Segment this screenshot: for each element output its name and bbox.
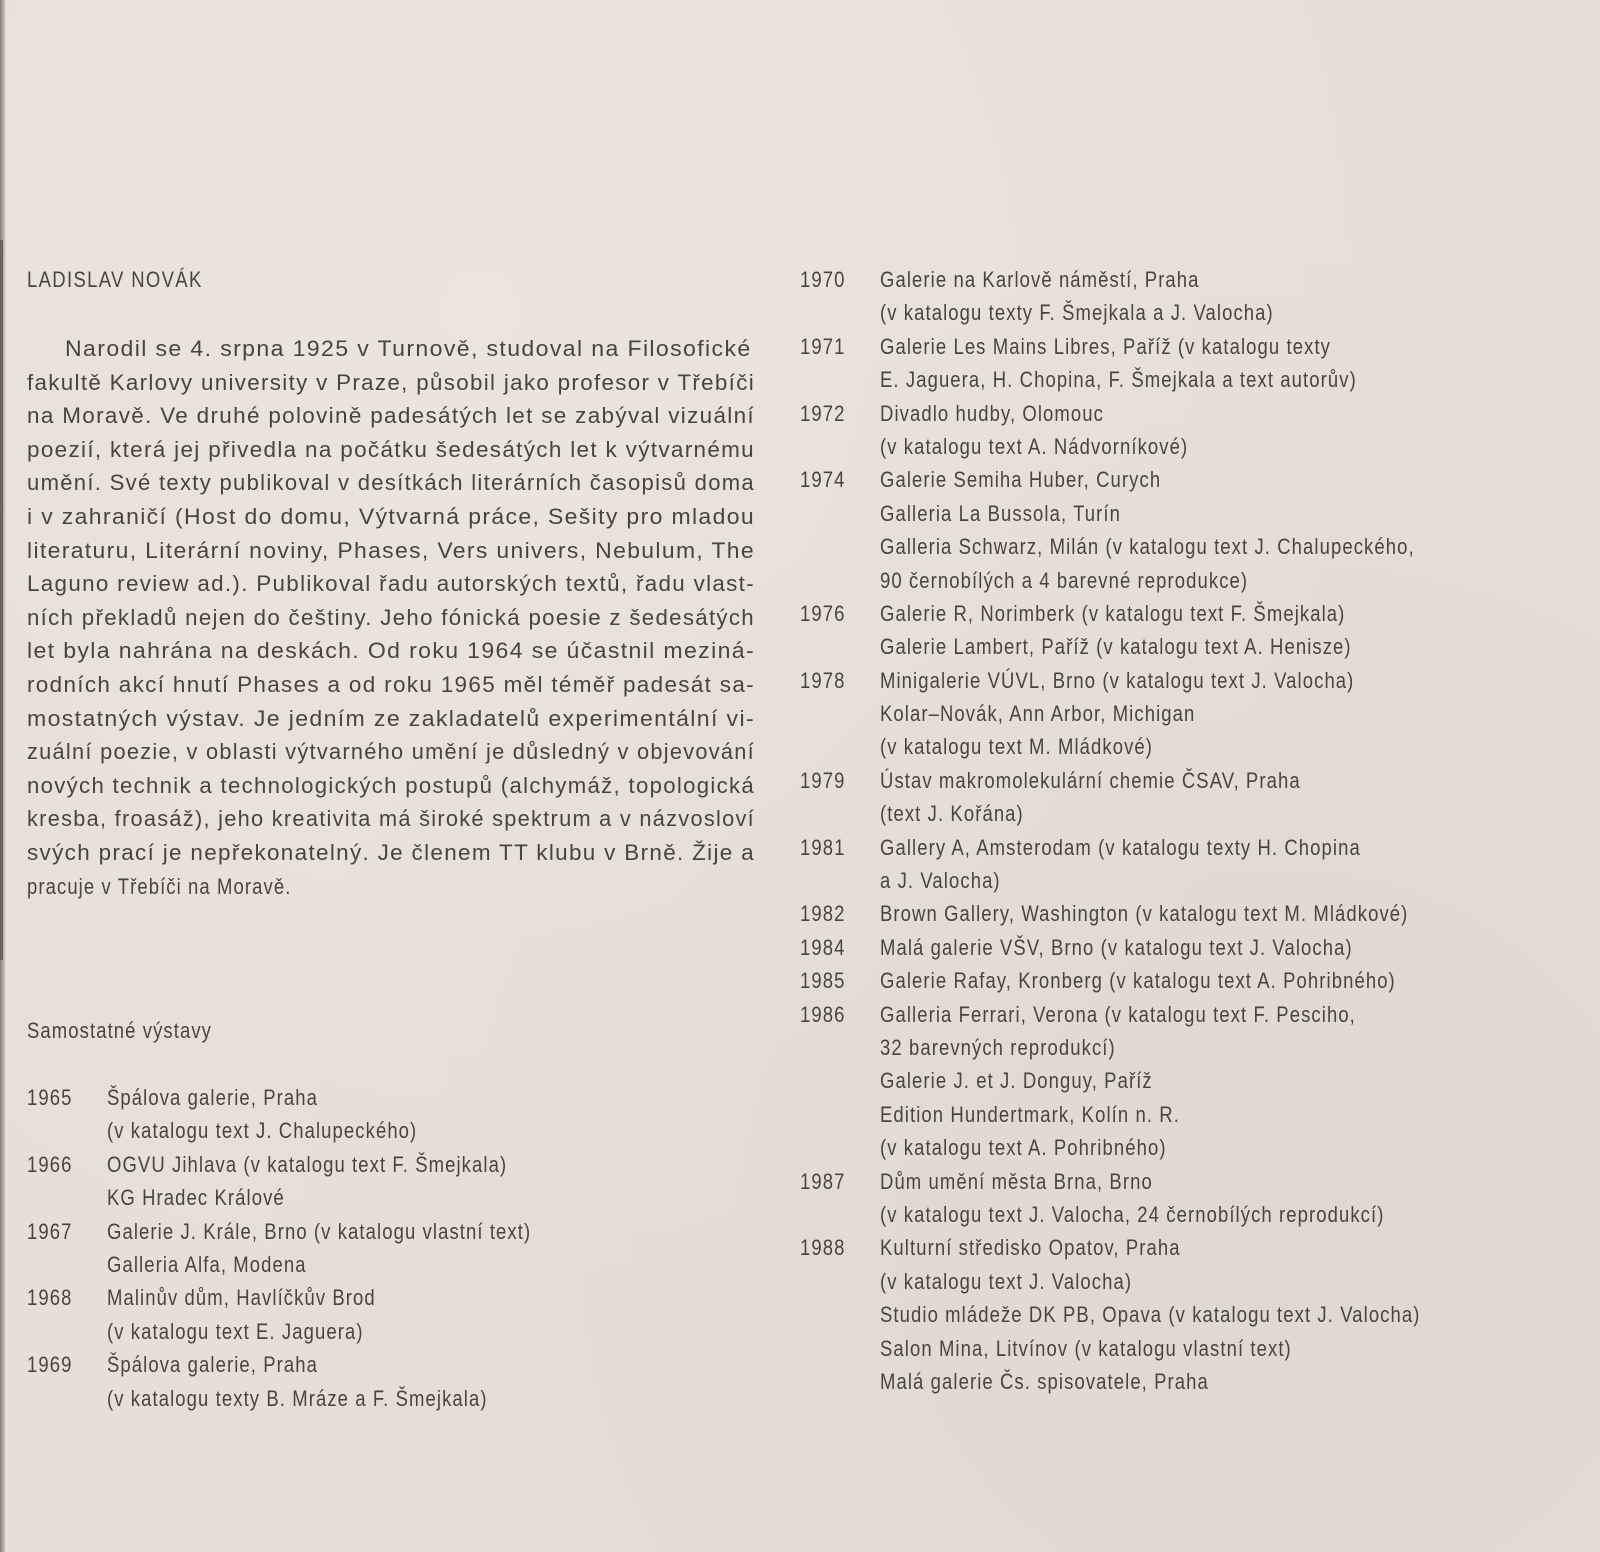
- bio-line: mostatných výstav. Je jedním ze zakladatelů experimentální vi-: [27, 705, 755, 731]
- exhibition-venue: (v katalogu texty F. Šmejkala a J. Valocha): [880, 300, 1274, 326]
- bio-line: poezií, která jej přivedla na počátku šedesátých let k výtvarnému: [27, 436, 755, 462]
- exhibition-year: 1966: [27, 1151, 73, 1177]
- exhibition-year: 1986: [800, 1001, 846, 1027]
- exhibition-venue: 90 černobílých a 4 barevné reprodukce): [880, 567, 1249, 593]
- exhibition-year: 1988: [800, 1235, 846, 1261]
- exhibition-year: 1981: [800, 834, 846, 860]
- exhibition-venue: Kulturní středisko Opatov, Praha: [880, 1235, 1181, 1261]
- exhibition-venue: Gallery A, Amsterodam (v katalogu texty H. Chopina: [880, 834, 1361, 860]
- exhibition-venue: Galerie J. Krále, Brno (v katalogu vlastní text): [107, 1218, 532, 1244]
- exhibition-year: 1987: [800, 1168, 846, 1194]
- exhibition-venue: (v katalogu texty B. Mráze a F. Šmejkala): [107, 1385, 488, 1411]
- page-binding-shadow: [0, 240, 3, 960]
- exhibition-venue: Dům umění města Brna, Brno: [880, 1168, 1153, 1194]
- exhibition-venue: (v katalogu text A. Nádvorníkové): [880, 433, 1189, 459]
- exhibition-venue: Edition Hundertmark, Kolín n. R.: [880, 1101, 1180, 1127]
- exhibition-venue: Malinův dům, Havlíčkův Brod: [107, 1285, 376, 1311]
- exhibition-year: 1972: [800, 400, 846, 426]
- exhibitions-section-title: Samostatné výstavy: [27, 1018, 213, 1043]
- exhibition-venue: OGVU Jihlava (v katalogu text F. Šmejkala): [107, 1151, 508, 1177]
- exhibition-venue: a J. Valocha): [880, 868, 1001, 894]
- exhibition-venue: (v katalogu text M. Mládkové): [880, 734, 1154, 760]
- bio-line: zuální poezie, v oblasti výtvarného umění je důsledný v objevování: [27, 739, 755, 765]
- author-name-heading: LADISLAV NOVÁK: [27, 267, 203, 292]
- exhibition-venue: Galleria Schwarz, Milán (v katalogu text J. Chalupeckého,: [880, 534, 1415, 560]
- exhibition-venue: Malá galerie Čs. spisovatele, Praha: [880, 1368, 1209, 1394]
- exhibition-venue: Špálova galerie, Praha: [107, 1085, 319, 1110]
- exhibition-venue: Brown Gallery, Washington (v katalogu text M. Mládkové): [880, 901, 1409, 927]
- exhibition-year: 1971: [800, 333, 846, 359]
- exhibition-venue: Galerie R, Norimberk (v katalogu text F. Šmejkala): [880, 600, 1346, 626]
- exhibition-venue: Galerie J. et J. Donguy, Paříž: [880, 1068, 1153, 1094]
- exhibition-venue: (v katalogu text J. Valocha): [880, 1268, 1133, 1294]
- exhibition-year: 1968: [27, 1285, 73, 1311]
- exhibition-venue: (v katalogu text J. Valocha, 24 černobílých reprodukcí): [880, 1201, 1385, 1227]
- bio-line: fakultě Karlovy university v Praze, působil jako profesor v Třebíči: [27, 369, 755, 395]
- bio-line: ních překladů nejen do češtiny. Jeho fónická poesie z šedesátých: [27, 604, 755, 630]
- bio-line: Narodil se 4. srpna 1925 v Turnově, studoval na Filosofické: [65, 336, 752, 361]
- bio-line: svých prací je nepřekonatelný. Je členem TT klubu v Brně. Žije a: [27, 840, 756, 865]
- exhibition-year: 1974: [800, 467, 846, 493]
- exhibition-venue: Divadlo hudby, Olomouc: [880, 400, 1104, 426]
- exhibition-venue: Galerie Semiha Huber, Curych: [880, 467, 1162, 493]
- exhibition-venue: Galerie Les Mains Libres, Paříž (v katalogu texty: [880, 333, 1332, 359]
- exhibition-year: 1970: [800, 267, 846, 292]
- exhibition-venue: (v katalogu text J. Chalupeckého): [107, 1118, 418, 1144]
- bio-line: nových technik a technologických postupů (alchymáž, topologická: [27, 772, 755, 798]
- exhibition-venue: 32 barevných reprodukcí): [880, 1034, 1116, 1060]
- exhibition-year: 1982: [800, 901, 846, 927]
- bio-line: Laguno review ad.). Publikoval řadu autorských textů, řadu vlast-: [27, 571, 756, 597]
- exhibition-year: 1965: [27, 1085, 73, 1110]
- exhibition-venue: Ústav makromolekulární chemie ČSAV, Praha: [880, 767, 1301, 793]
- exhibition-venue: Studio mládeže DK PB, Opava (v katalogu text J. Valocha): [880, 1302, 1421, 1328]
- bio-line: rodních akcí hnutí Phases a od roku 1965 měl téměř padesát sa-: [27, 672, 755, 697]
- exhibition-venue: Galerie na Karlově náměstí, Praha: [880, 267, 1200, 292]
- bio-line: let byla nahrána na deskách. Od roku 1964 se účastnil meziná-: [27, 638, 756, 664]
- exhibition-year: 1985: [800, 968, 846, 994]
- bio-line: umění. Své texty publikoval v desítkách literárních časopisů doma: [27, 470, 755, 496]
- bio-line: i v zahraničí (Host do domu, Výtvarná práce, Sešity pro mladou: [27, 504, 756, 529]
- exhibition-year: 1984: [800, 934, 846, 960]
- exhibition-year: 1976: [800, 600, 846, 626]
- exhibition-year: 1978: [800, 667, 846, 693]
- exhibition-year: 1967: [27, 1218, 73, 1244]
- exhibition-venue: Galleria La Bussola, Turín: [880, 500, 1122, 526]
- exhibition-year: 1969: [27, 1352, 73, 1378]
- exhibition-venue: Galleria Alfa, Modena: [107, 1251, 307, 1277]
- exhibition-venue: Galerie Lambert, Paříž (v katalogu text A. Henisze): [880, 634, 1352, 660]
- exhibition-venue: Galleria Ferrari, Verona (v katalogu text F. Pesciho,: [880, 1001, 1356, 1027]
- exhibition-venue: Minigalerie VÚVL, Brno (v katalogu text J. Valocha): [880, 667, 1355, 693]
- bio-line: kresba, froasáž), jeho kreativita má široké spektrum a v názvosloví: [27, 806, 755, 832]
- bio-line: pracuje v Třebíči na Moravě.: [27, 873, 292, 899]
- exhibition-venue: Salon Mina, Litvínov (v katalogu vlastní text): [880, 1335, 1292, 1361]
- exhibition-venue: (v katalogu text A. Pohribného): [880, 1135, 1167, 1161]
- exhibition-venue: E. Jaguera, H. Chopina, F. Šmejkala a text autorův): [880, 367, 1357, 393]
- exhibition-venue: Galerie Rafay, Kronberg (v katalogu text A. Pohribného): [880, 968, 1396, 994]
- exhibition-venue: Špálova galerie, Praha: [107, 1352, 319, 1378]
- exhibition-venue: Kolar–Novák, Ann Arbor, Michigan: [880, 701, 1196, 727]
- bio-line: literaturu, Literární noviny, Phases, Vers univers, Nebulum, The: [27, 537, 755, 563]
- bio-line: na Moravě. Ve druhé polovině padesátých let se zabýval vizuální: [27, 403, 756, 429]
- exhibition-venue: (v katalogu text E. Jaguera): [107, 1318, 364, 1344]
- exhibition-venue: KG Hradec Králové: [107, 1185, 285, 1211]
- exhibition-year: 1979: [800, 767, 846, 793]
- exhibition-venue: (text J. Kořána): [880, 801, 1024, 827]
- exhibition-venue: Malá galerie VŠV, Brno (v katalogu text J. Valocha): [880, 934, 1353, 960]
